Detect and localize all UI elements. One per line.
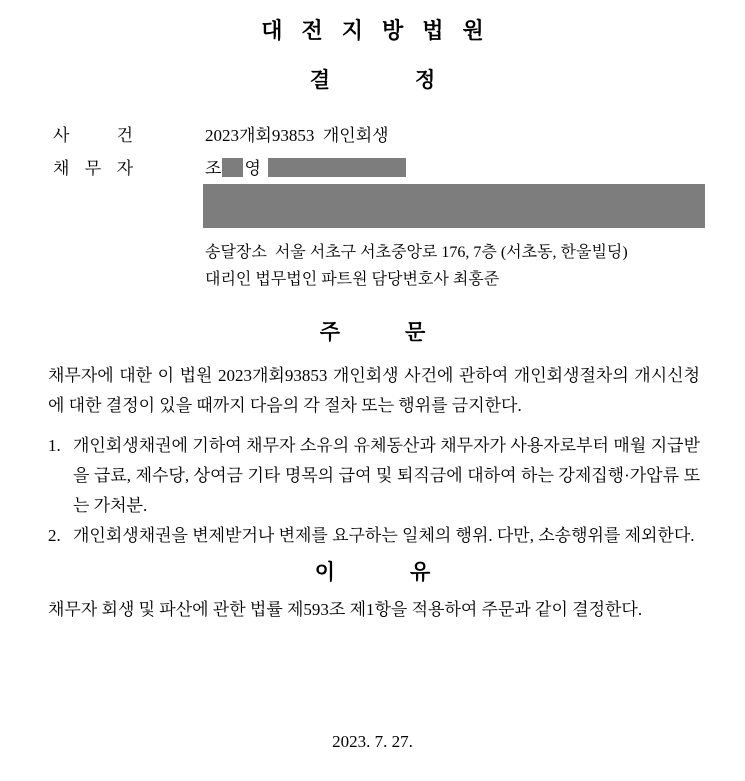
decision-title xyxy=(0,67,745,93)
debtor-label-char: 자 xyxy=(116,159,133,178)
decision-title-char-right: 정 xyxy=(415,68,436,92)
order-heading-char-right: 문 xyxy=(405,320,426,344)
service-address-line: 송달장소 서울 서초구 서초중앙로 176, 7층 (서초동, 한울빌딩) xyxy=(205,244,628,261)
case-number-row xyxy=(53,125,745,147)
order-list-item xyxy=(48,431,700,521)
list-item-text: 개인회생채권을 변제받거나 변제를 요구하는 일체의 행위. 다만, 소송행위를 제외한다. xyxy=(73,526,695,545)
decision-date: 2023. 7. 27. xyxy=(332,732,413,751)
reason-heading-char-right: 유 xyxy=(410,560,431,584)
attorney-line: 대리인 법무법인 파트원 담당변호사 최홍준 xyxy=(205,271,500,288)
decision-title-char-left: 결 xyxy=(309,68,330,92)
name-detail-redaction-box xyxy=(268,158,406,177)
debtor-row xyxy=(53,158,745,180)
list-item-text: 개인회생채권에 기하여 채무자 소유의 유체동산과 채무자가 사용자로부터 매월 지급받을 급료, 제수당, 상여금 기타 명목의 급여 및 퇴직금에 대하여 하는 강제집행·가압류 또는 가처분. xyxy=(73,436,700,515)
list-item-number: 2. xyxy=(48,526,61,545)
case-label-char: 사 xyxy=(53,126,70,145)
case-label xyxy=(53,125,133,147)
reason-section-heading xyxy=(0,559,745,585)
case-label-char: 건 xyxy=(116,126,133,145)
order-list-item xyxy=(48,521,700,551)
debtor-info-redaction-block xyxy=(203,184,705,228)
debtor-label-char: 무 xyxy=(84,159,102,178)
debtor-name-last-char: 영 xyxy=(244,159,261,178)
debtor-label xyxy=(53,158,133,180)
case-number-value: 2023개회93853 개인회생 xyxy=(205,126,389,145)
debtor-name-first-char: 조 xyxy=(205,159,222,178)
order-section-heading xyxy=(0,319,745,345)
court-name-title: 대전지방법원 xyxy=(261,19,503,44)
reason-paragraph: 채무자 회생 및 파산에 관한 법률 제593조 제1항을 적용하여 주문과 같이 결정한다. xyxy=(48,600,643,619)
order-heading-char-left: 주 xyxy=(319,320,340,344)
name-middle-redaction-box xyxy=(222,158,243,177)
list-item-number: 1. xyxy=(48,436,61,455)
order-list xyxy=(48,431,700,551)
order-paragraph: 채무자에 대한 이 법원 2023개회93853 개인회생 사건에 관하여 개인회생절차의 개시신청에 대한 결정이 있을 때까지 다음의 각 절차 또는 행위를 금지한다. xyxy=(48,366,700,415)
debtor-name xyxy=(205,158,406,180)
reason-heading-char-left: 이 xyxy=(314,560,335,584)
debtor-label-char: 채 xyxy=(53,159,70,178)
